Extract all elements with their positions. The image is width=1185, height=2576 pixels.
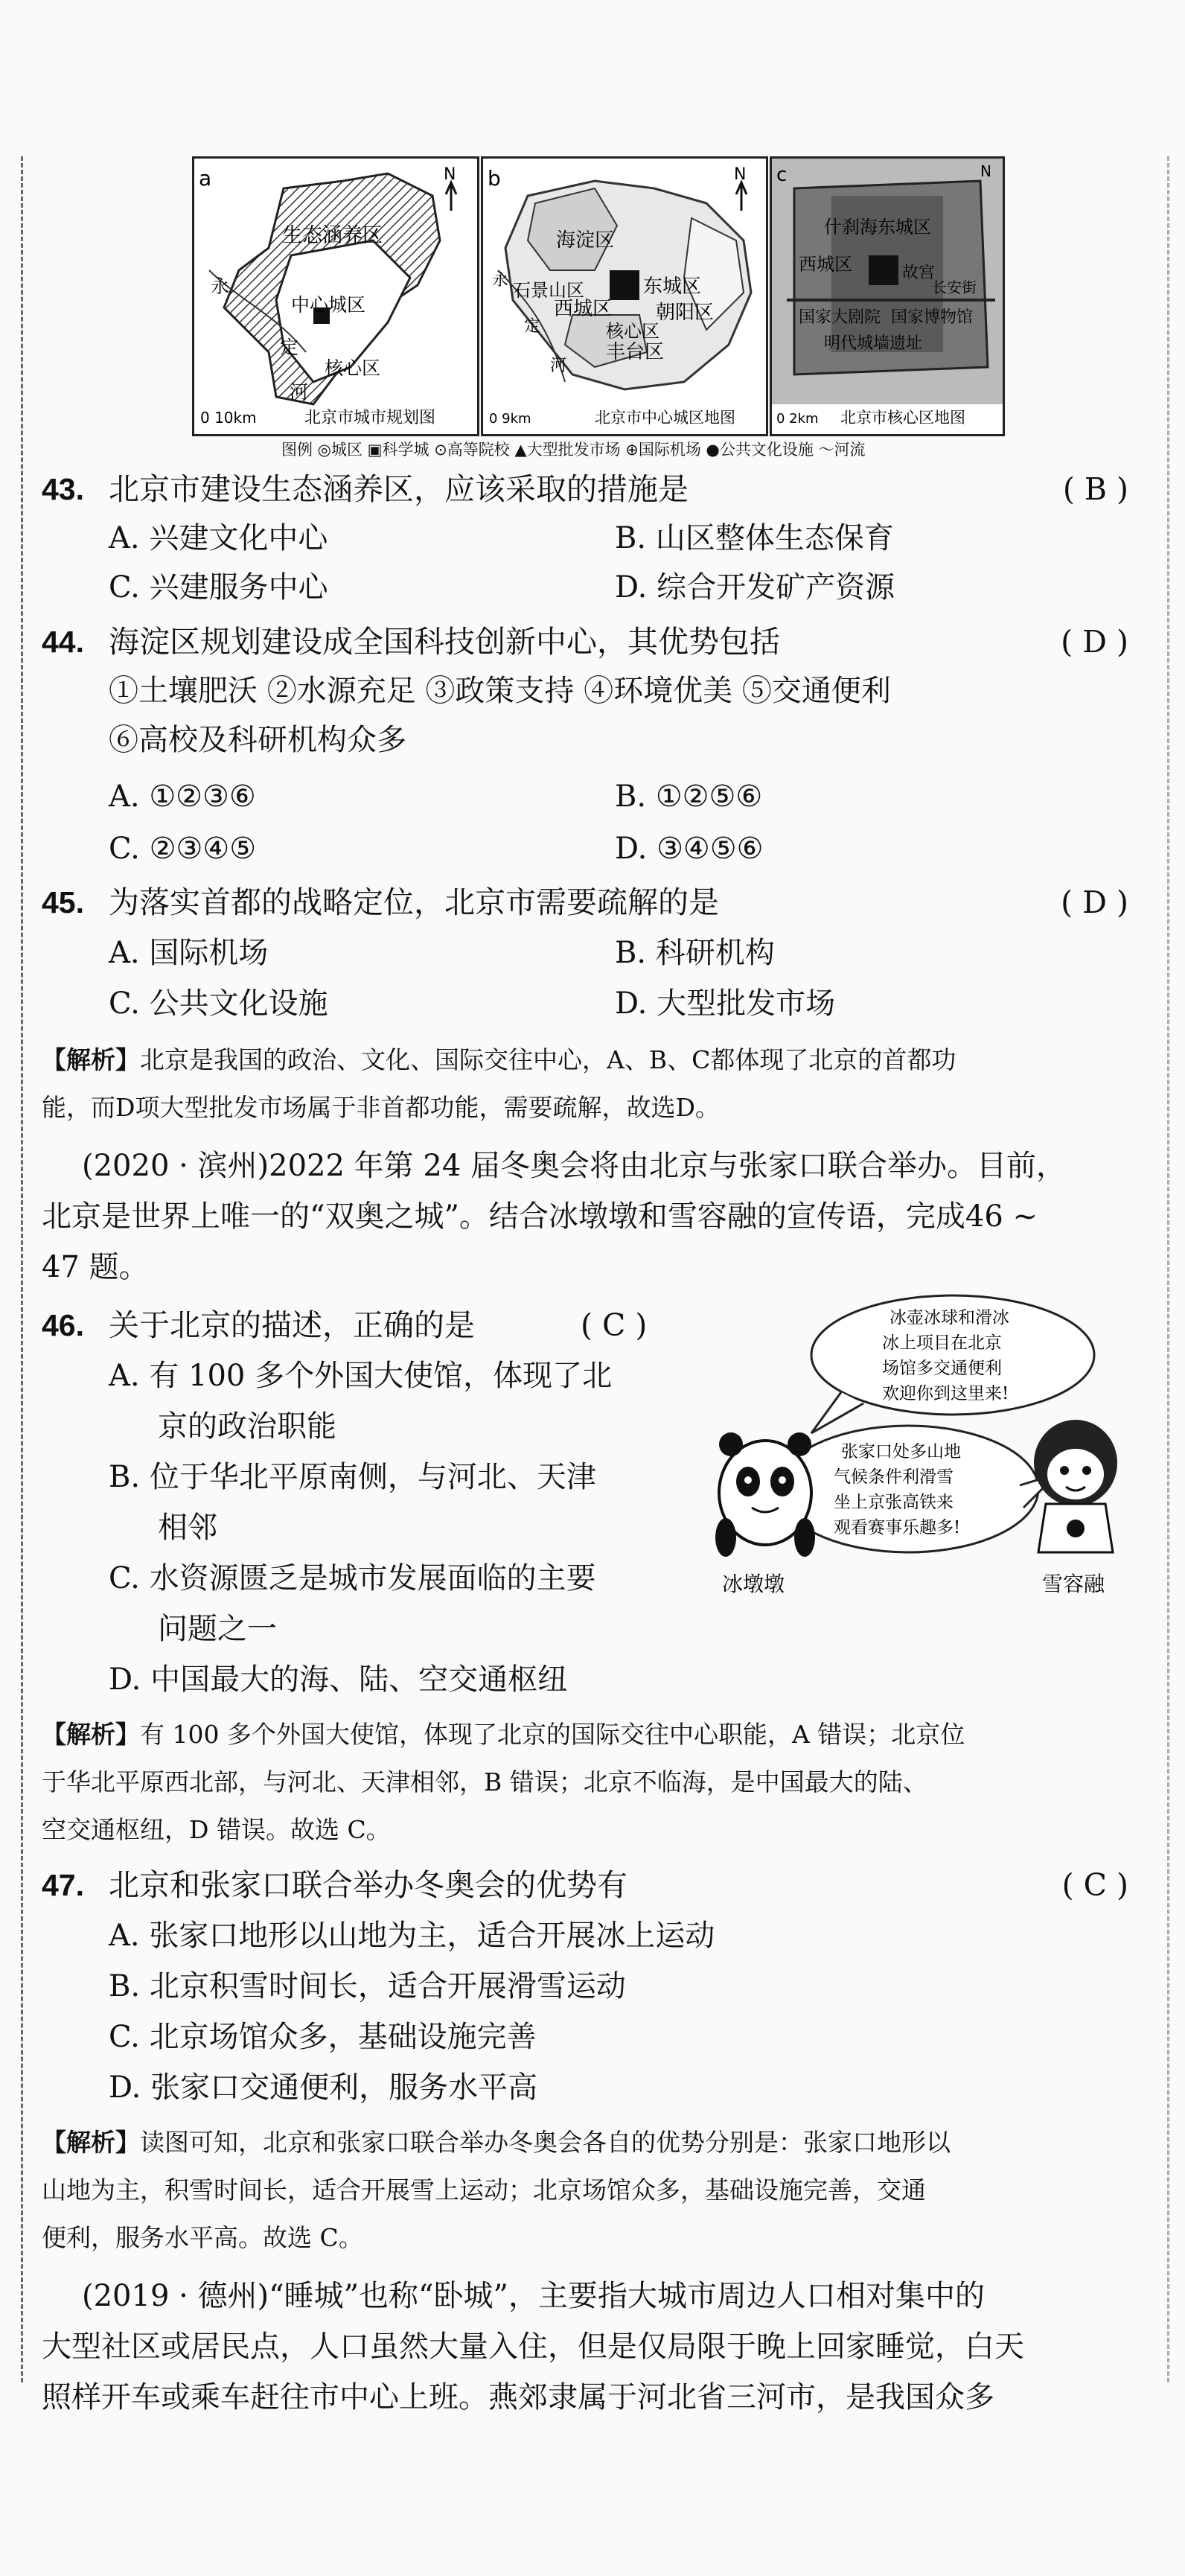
mascot1-name: 冰墩墩	[722, 1572, 785, 1596]
answer-46: ( C )	[581, 1307, 648, 1343]
q45-option-c: C. 公共文化设施	[109, 986, 328, 1021]
map-b-label-2: 东城区	[643, 275, 702, 298]
q44-option-d: D. ③④⑤⑥	[615, 832, 764, 866]
q47-explanation-line1: 【解析】读图可知，北京和张家口联合举办冬奥会各自的优势分别是：张家口地形以	[42, 2128, 951, 2157]
map-a-title: 北京市城市规划图	[304, 409, 436, 427]
map-c-north: N	[980, 162, 991, 180]
question-stem: 为落实首都的战略定位，北京市需要疏解的是	[109, 884, 719, 920]
binding-dashed-line	[21, 156, 23, 2382]
question-45	[42, 879, 719, 926]
map-b-label-3: 西城区	[554, 298, 613, 320]
intro-46-line1: (2020 · 滨州)2022 年第 24 届冬奥会将由北京与张家口联合举办。目前，	[82, 1149, 1066, 1183]
map-a-label-4: 核心区	[325, 357, 381, 379]
q44-items-line2: ⑥高校及科研机构众多	[109, 723, 406, 757]
map-c-letter: c	[776, 164, 788, 186]
map-a-letter: a	[199, 166, 212, 191]
map-a	[192, 156, 479, 436]
question-47	[42, 1861, 627, 1909]
question-stem: 北京和张家口联合举办冬奥会的优势有	[109, 1867, 627, 1903]
bubble1-line3: 场馆多交通便利	[882, 1359, 1002, 1378]
map-b-label-6: 丰台区	[606, 341, 665, 363]
question-number: 43.	[42, 472, 84, 506]
map-b-title: 北京市中心城区地图	[595, 409, 735, 427]
map-a-scale: 0 10km	[200, 409, 257, 427]
q47-option-d: D. 张家口交通便利，服务水平高	[109, 2070, 538, 2105]
map-figure	[192, 156, 1003, 459]
map-b-letter: b	[488, 166, 501, 191]
question-stem: 北京市建设生态涵养区，应该采取的措施是	[109, 471, 689, 507]
question-stem: 海淀区规划建设成全国科技创新中心，其优势包括	[109, 624, 780, 660]
map-b-drawing	[483, 159, 766, 434]
bubble2-line3: 坐上京张高铁来	[834, 1493, 954, 1512]
question-number: 47.	[42, 1868, 84, 1902]
q46-option-b-line1: B. 位于华北平原南侧，与河北、天津	[109, 1460, 596, 1494]
map-c-label-2: 故宫	[902, 264, 936, 282]
map-b-label-9: 河	[550, 357, 567, 375]
answer-44: ( D )	[1061, 624, 1128, 660]
q46-explanation-line2: 于华北平原西北部，与河北、天津相邻，B 错误；北京不临海，是中国最大的陆、	[42, 1767, 927, 1796]
map-legend: 图例 ◎城区 ▣科学城 ⊙高等院校 ▲大型批发市场 ⊕国际机场 ●公共文化设施 〜河流	[281, 441, 866, 459]
bubble2-line4: 观看赛事乐趣多!	[834, 1518, 961, 1537]
map-c-label-6: 明代城墙遗址	[824, 334, 923, 353]
question-44	[42, 618, 780, 666]
map-c-label-4: 国家大剧院	[799, 308, 881, 327]
bubble1-line2: 冰上项目在北京	[882, 1333, 1002, 1353]
map-c	[770, 156, 1005, 436]
map-a-label-2: 定	[280, 337, 299, 358]
explanation-tag: 【解析】	[42, 1045, 140, 1074]
map-b-label-7: 永	[492, 271, 509, 290]
north-arrow-icon	[736, 182, 747, 211]
map-b-label-1: 石景山区	[513, 280, 584, 301]
q44-option-c: C. ②③④⑤	[109, 832, 257, 866]
q46-option-a-line1: A. 有 100 多个外国大使馆，体现了北	[109, 1359, 613, 1393]
q45-option-d: D. 大型批发市场	[615, 986, 836, 1021]
map-b	[481, 156, 768, 436]
intro-48-line2: 大型社区或居民点，人口虽然大量入住，但是仅局限于晚上回家睡觉，白天	[42, 2330, 1024, 2364]
bubble1-line1: 冰壶冰球和滑冰	[889, 1308, 1009, 1327]
question-46	[42, 1301, 475, 1349]
question-number: 44.	[42, 625, 84, 659]
q43-option-d: D. 综合开发矿产资源	[615, 570, 895, 605]
map-b-label-8: 定	[524, 317, 541, 336]
q44-option-a: A. ①②③⑥	[109, 780, 256, 814]
q45-explanation-line1: 【解析】北京是我国的政治、文化、国际交往中心，A、B、C都体现了北京的首都功	[42, 1045, 956, 1074]
question-stem: 关于北京的描述，正确的是	[109, 1307, 475, 1343]
map-c-title: 北京市核心区地图	[840, 409, 965, 427]
map-a-north: N	[444, 165, 456, 184]
q44-option-b: B. ①②⑤⑥	[615, 780, 763, 814]
map-a-label-3: 中心城区	[291, 294, 366, 316]
q43-option-b: B. 山区整体生态保育	[615, 521, 894, 555]
q46-option-a-line2: 京的政治职能	[158, 1409, 336, 1444]
answer-43: ( B )	[1062, 471, 1128, 507]
map-c-label-3: 长安街	[932, 278, 977, 296]
mascot2-name: 雪容融	[1042, 1572, 1105, 1596]
q44-items-line1: ①土壤肥沃 ②水源充足 ③政策支持 ④环境优美 ⑤交通便利	[109, 674, 891, 708]
map-c-scale: 0 2km	[776, 411, 819, 427]
q47-explanation-line2: 山地为主，积雪时间长，适合开展雪上运动；北京场馆众多，基础设施完善，交通	[42, 2175, 926, 2204]
map-b-label-5: 核心区	[606, 321, 659, 342]
answer-47: ( C )	[1061, 1867, 1128, 1903]
north-arrow-icon	[446, 182, 456, 211]
map-c-label-1: 西城区	[799, 254, 852, 275]
q43-option-c: C. 兴建服务中心	[109, 570, 328, 605]
bubble1-line4: 欢迎你到这里来!	[882, 1384, 1009, 1403]
map-a-label-0: 生态涵养区	[282, 224, 383, 247]
mascot-cartoon	[707, 1292, 1124, 1604]
intro-46-line3: 47 题。	[42, 1250, 149, 1284]
q46-option-d: D. 中国最大的海、陆、空交通枢纽	[109, 1662, 568, 1697]
right-dashed-line	[1167, 156, 1169, 2382]
q46-explanation-line3: 空交通枢纽，D 错误。故选 C。	[42, 1815, 391, 1844]
q46-option-b-line2: 相邻	[158, 1511, 217, 1545]
question-number: 45.	[42, 885, 84, 919]
explanation-tag: 【解析】	[42, 1720, 140, 1749]
q47-explanation-line3: 便利，服务水平高。故选 C。	[42, 2223, 363, 2252]
map-a-label-1: 永	[211, 275, 230, 297]
bubble2-line1: 张家口处多山地	[841, 1442, 961, 1461]
intro-48-line1: (2019 · 德州)“睡城”也称“卧城”，主要指大城市周边人口相对集中的	[82, 2279, 985, 2313]
q46-option-c-line2: 问题之一	[158, 1612, 277, 1646]
q45-option-b: B. 科研机构	[615, 936, 775, 970]
q46-explanation-line1: 【解析】有 100 多个外国大使馆，体现了北京的国际交往中心职能，A 错误；北京位	[42, 1720, 965, 1749]
mascot-drawing	[707, 1292, 1124, 1604]
map-b-north: N	[734, 165, 747, 184]
intro-48-line3: 照样开车或乘车赶往市中心上班。燕郊隶属于河北省三河市，是我国众多	[42, 2380, 994, 2414]
q43-option-a: A. 兴建文化中心	[109, 521, 328, 555]
map-b-label-0: 海淀区	[556, 229, 615, 252]
bing-dwen-dwen-icon	[715, 1432, 815, 1557]
map-c-label-0: 什刹海东城区	[824, 217, 931, 237]
map-b-label-4: 朝阳区	[656, 302, 715, 324]
bubble2-line2: 气候条件利滑雪	[834, 1467, 954, 1487]
shuey-rhon-rhon-icon	[1034, 1420, 1117, 1552]
map-b-scale: 0 9km	[489, 411, 531, 427]
q45-option-a: A. 国际机场	[109, 936, 269, 970]
q47-option-c: C. 北京场馆众多，基础设施完善	[109, 2020, 537, 2054]
q46-option-c-line1: C. 水资源匮乏是城市发展面临的主要	[109, 1561, 596, 1595]
intro-46-line2: 北京是世界上唯一的“双奥之城”。结合冰墩墩和雪容融的宣传语，完成46 ~	[42, 1199, 1038, 1234]
question-number: 46.	[42, 1308, 84, 1342]
question-43	[42, 465, 689, 513]
explanation-tag: 【解析】	[42, 2128, 140, 2157]
q47-option-a: A. 张家口地形以山地为主，适合开展冰上运动	[109, 1919, 715, 1953]
map-c-label-5: 国家博物馆	[891, 308, 974, 327]
map-c-drawing	[772, 159, 1003, 434]
map-a-label-5: 河	[290, 381, 309, 403]
q45-explanation-line2: 能，而D项大型批发市场属于非首都功能，需要疏解，故选D。	[42, 1093, 720, 1122]
answer-45: ( D )	[1061, 884, 1128, 920]
q47-option-b: B. 北京积雪时间长，适合开展滑雪运动	[109, 1969, 626, 2003]
map-a-drawing	[194, 159, 477, 434]
